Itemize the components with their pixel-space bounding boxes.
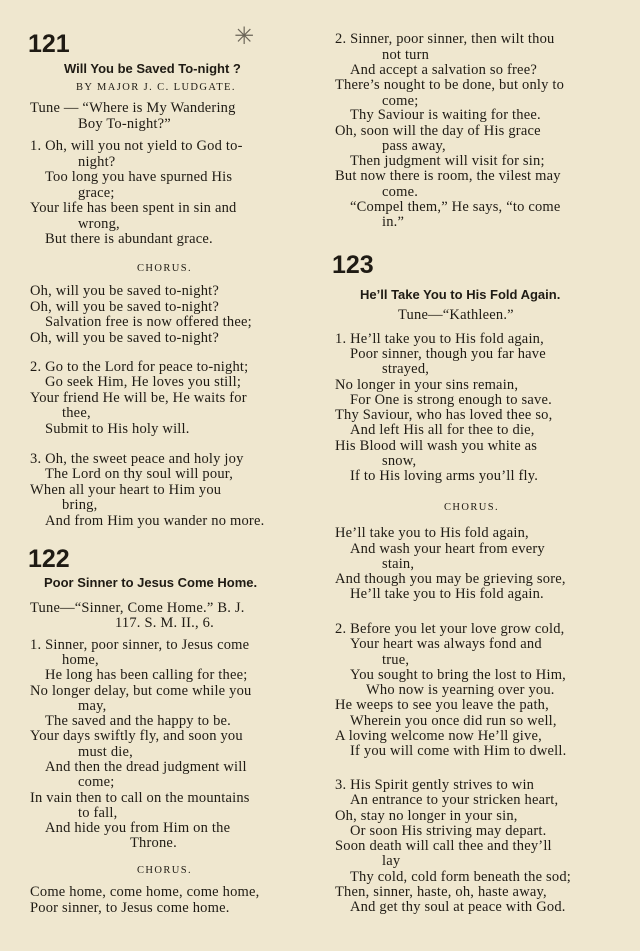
verse-line: Oh, stay no longer in your sin,: [335, 808, 518, 824]
verse-line: But there is abundant grace.: [45, 231, 213, 247]
verse-line: If you will come with Him to dwell.: [350, 743, 567, 759]
verse-line: pass away,: [382, 138, 446, 154]
chorus-label: CHORUS.: [137, 263, 193, 274]
verse-line: And get thy soul at peace with God.: [350, 899, 566, 915]
asterisk-icon: ✳: [234, 22, 255, 50]
verse-line: come;: [78, 774, 115, 790]
verse-line: may,: [78, 698, 107, 714]
verse-line: And accept a salvation so free?: [350, 62, 537, 78]
chorus-line: He’ll take you to His fold again,: [335, 525, 529, 541]
verse-line: not turn: [382, 47, 430, 63]
verse-line: No longer delay, but come while you: [30, 683, 252, 699]
tune-line: Boy To-night?”: [78, 116, 171, 132]
verse-line: home,: [62, 652, 99, 668]
verse-line: His Blood will wash you white as: [335, 438, 538, 454]
verse-line: The saved and the happy to be.: [45, 713, 231, 729]
verse-line: 2. Sinner, poor sinner, then wilt thou: [335, 31, 555, 47]
verse-line: 1. Sinner, poor sinner, to Jesus come: [30, 637, 250, 653]
verse-line: He long has been calling for thee;: [45, 667, 248, 683]
verse-line: He weeps to see you leave the path,: [335, 697, 549, 713]
verse-line: And left His all for thee to die,: [350, 422, 535, 438]
chorus-line: Oh, will you be saved to-night?: [30, 330, 220, 346]
hymn-author: BY MAJOR J. C. LUDGATE.: [76, 82, 236, 93]
hymn-number: 121: [28, 30, 70, 58]
hymn-title: He’ll Take You to His Fold Again.: [360, 287, 561, 302]
verse-line: Then, sinner, haste, oh, haste away,: [335, 884, 547, 900]
chorus-line: And wash your heart from every: [350, 541, 545, 557]
verse-line: But now there is room, the vilest may: [335, 168, 561, 184]
tune-line: Tune — “Where is My Wandering: [30, 100, 236, 116]
verse-line: Your life has been spent in sin and: [30, 200, 237, 216]
verse-line: “Compel them,” He says, “to come: [350, 199, 561, 215]
chorus-line: He’ll take you to His fold again.: [350, 586, 544, 602]
tune-line: Tune—“Sinner, Come Home.” B. J.: [30, 600, 245, 616]
verse-line: Throne.: [130, 835, 177, 851]
verse-line: 3. His Spirit gently strives to win: [335, 777, 535, 793]
verse-line: Your heart was always fond and: [350, 636, 542, 652]
verse-line: Then judgment will visit for sin;: [350, 153, 545, 169]
verse-line: bring,: [62, 497, 98, 513]
verse-line: come;: [382, 93, 419, 109]
verse-line: come.: [382, 184, 419, 200]
verse-line: 1. He’ll take you to His fold again,: [335, 331, 544, 347]
verse-line: Wherein you once did run so well,: [350, 713, 557, 729]
verse-line: When all your heart to Him you: [30, 482, 222, 498]
chorus-line: Salvation free is now offered thee;: [45, 314, 252, 330]
hymn-number: 123: [332, 251, 374, 279]
chorus-line: Poor sinner, to Jesus come home.: [30, 900, 230, 916]
verse-line: lay: [382, 853, 401, 869]
verse-line: 1. Oh, will you not yield to God to-: [30, 138, 243, 154]
verse-line: in.”: [382, 214, 405, 230]
verse-line: And hide you from Him on the: [45, 820, 231, 836]
verse-line: 2. Go to the Lord for peace to-night;: [30, 359, 249, 375]
verse-line: Thy cold, cold form beneath the sod;: [350, 869, 572, 885]
tune-line: Tune—“Kathleen.”: [398, 307, 514, 323]
chorus-line: Oh, will you be saved to-night?: [30, 283, 220, 299]
verse-line: Too long you have spurned His: [45, 169, 233, 185]
verse-line: The Lord on thy soul will pour,: [45, 466, 234, 482]
verse-line: to fall,: [78, 805, 118, 821]
verse-line: In vain then to call on the mountains: [30, 790, 250, 806]
chorus-label: CHORUS.: [444, 502, 500, 513]
verse-line: 2. Before you let your love grow cold,: [335, 621, 565, 637]
verse-line: true,: [382, 652, 410, 668]
verse-line: must die,: [78, 744, 133, 760]
verse-line: wrong,: [78, 216, 120, 232]
verse-line: Or soon His striving may depart.: [350, 823, 547, 839]
verse-line: Soon death will call thee and they’ll: [335, 838, 552, 854]
verse-line: Go seek Him, He loves you still;: [45, 374, 242, 390]
verse-line: Thy Saviour is waiting for thee.: [350, 107, 541, 123]
verse-line: Who now is yearning over you.: [366, 682, 555, 698]
verse-line: And then the dread judgment will: [45, 759, 247, 775]
tune-line: 117. S. M. II., 6.: [115, 615, 214, 631]
verse-line: For One is strong enough to save.: [350, 392, 552, 408]
verse-line: night?: [78, 154, 116, 170]
verse-line: grace;: [78, 185, 115, 201]
chorus-line: Come home, come home, come home,: [30, 884, 260, 900]
verse-line: If to His loving arms you’ll fly.: [350, 468, 539, 484]
hymn-title: Will You be Saved To-night ?: [64, 61, 241, 76]
verse-line: Your friend He will be, He waits for: [30, 390, 247, 406]
verse-line: snow,: [382, 453, 417, 469]
verse-line: There’s nought to be done, but only to: [335, 77, 565, 93]
verse-line: An entrance to your stricken heart,: [350, 792, 559, 808]
verse-line: A loving welcome now He’ll give,: [335, 728, 542, 744]
hymn-title: Poor Sinner to Jesus Come Home.: [44, 575, 258, 590]
hymn-number: 122: [28, 545, 70, 573]
verse-line: 3. Oh, the sweet peace and holy joy: [30, 451, 244, 467]
verse-line: Oh, soon will the day of His grace: [335, 123, 541, 139]
verse-line: Thy Saviour, who has loved thee so,: [335, 407, 553, 423]
verse-line: And from Him you wander no more.: [45, 513, 265, 529]
verse-line: No longer in your sins remain,: [335, 377, 519, 393]
verse-line: strayed,: [382, 361, 430, 377]
verse-line: Poor sinner, though you far have: [350, 346, 546, 362]
verse-line: You sought to bring the lost to Him,: [350, 667, 566, 683]
verse-line: Submit to His holy will.: [45, 421, 190, 437]
chorus-label: CHORUS.: [137, 865, 193, 876]
chorus-line: stain,: [382, 556, 415, 572]
verse-line: Your days swiftly fly, and soon you: [30, 728, 243, 744]
chorus-line: Oh, will you be saved to-night?: [30, 299, 220, 315]
verse-line: thee,: [62, 405, 91, 421]
chorus-line: And though you may be grieving sore,: [335, 571, 566, 587]
